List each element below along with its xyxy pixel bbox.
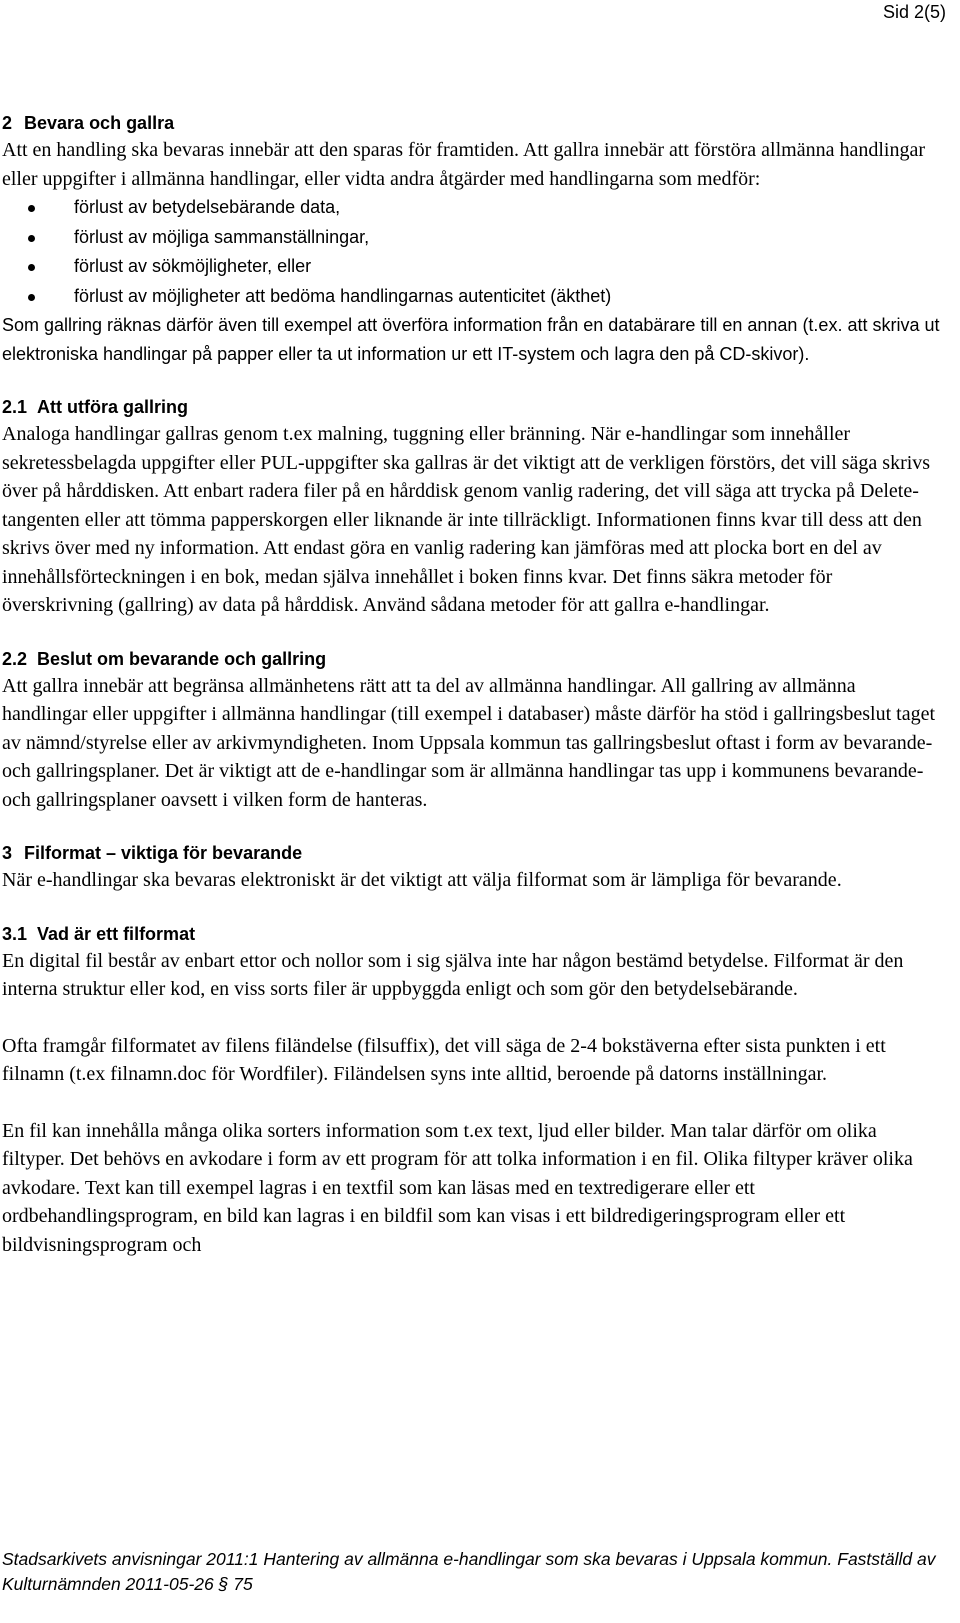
section-heading-2-2 [2,646,942,672]
paragraph-filformat-2: Ofta framgår filformatet av filens filändelse (filsuffix), det vill säga de 2-4 bokstäverna efter sista punkten i ett filnamn (t.ex filnamn.doc för Wordfiler). Filändelsen syns inte alltid, beroende på datorns inställningar. [2,1034,886,1085]
paragraph-beslut: Att gallra innebär att begränsa allmänhetens rätt att ta del av allmänna handlingar. All gallring av allmänna handlingar eller uppgifter i allmänna handlingar (till exempel i databaser) måste därför ha stöd i gallringsbeslut taget av nämnd/styrelse eller av arkivmyndigheten. Inom Uppsala kommun tas gallringsbeslut oftast i form av bevarande- och gallringsplaner. Det är viktigt att de e-handlingar som är allmänna handlingar tas upp i kommunens bevarande- och gallringsplaner oavsett i vilken form de hanteras. [2,674,936,811]
section-title: Filformat – viktiga för bevarande [24,843,303,863]
page-number: Sid 2(5) [882,2,946,22]
section-number: 2.1 [2,397,28,417]
paragraph-filformat: När e-handlingar ska bevaras elektroniskt är det viktigt att välja filformat som är lämpliga för bevarande. [2,869,842,891]
section-number: 2.2 [2,648,28,669]
section-number: 3 [2,843,13,863]
bullet-item: förlust av sökmöjligheter, eller [2,252,942,282]
section-title: Bevara och gallra [24,113,175,133]
section-heading-3 [2,840,942,866]
section-heading-2 [2,110,942,136]
bullet-item: förlust av möjligheter att bedöma handlingarnas autenticitet (äkthet) [2,282,942,312]
bullet-item: förlust av möjliga sammanställningar, [2,223,942,253]
paragraph-filformat-1: En digital fil består av enbart ettor och nollor som i sig själva inte har någon bestämd betydelse. Filformat är den interna struktur eller kod, en viss sorts filer är uppbyggda enligt och som gör den betydelsebärande. [2,949,904,1000]
section-title: Vad är ett filformat [37,923,196,944]
section-title: Beslut om bevarande och gallring [37,648,327,669]
page-footer: Stadsarkivets anvisningar 2011:1 Hantering av allmänna e-handlingar som ska bevaras i Uppsala kommun. Fastställd av Kulturnämnden 2011-05-26 § 75 [2,1549,936,1594]
section-number: 2 [2,113,13,133]
paragraph-gallring: Analoga handlingar gallras genom t.ex malning, tuggning eller bränning. När e-handlingar som innehåller sekretessbelagda uppgifter eller PUL-uppgifter ska gallras är det viktigt att de verkligen förstörs, det vill säga skrivs över på hårddisken. Att enbart radera filer på en hårddisk genom vanlig radering, det vill säga att trycka på Delete-tangenten eller att tömma papperskorgen eller liknande är inte tillräckligt. Informationen finns kvar till dess att den skrivs över med ny information. Att endast göra en vanlig radering kan jämföras med att plocka bort en del av innehållsförteckningen i en bok, medan själva innehållet i boken finns kvar. Det finns säkra metoder för överskrivning (gallring) av data på hårddisk. Använd sådana metoder för att gallra e-handlingar. [2,423,931,616]
paragraph-after-bullets: Som gallring räknas därför även till exempel att överföra information från en databärare till en annan (t.ex. att skriva ut elektroniska handlingar på papper eller ta ut information ur ett IT-system och lagra den på CD-skivor). [2,315,940,364]
paragraph-filformat-3: En fil kan innehålla många olika sorters information som t.ex text, ljud eller bilder. Man talar därför om olika filtyper. Det behövs en avkodare i form av ett program för att tolka information i en fil. Olika filtyper kräver olika avkodare. Text kan till exempel lagras i en textfil som kan läsas med en textredigerare eller ett ordbehandlingsprogram, en bild kan lagras i en bildfil som kan visas i ett bildredigeringsprogram eller ett bildvisningsprogram och [2,1119,913,1256]
bullet-item: förlust av betydelsebärande data, [2,193,942,223]
section-number: 3.1 [2,923,28,944]
paragraph-intro: Att en handling ska bevaras innebär att den sparas för framtiden. Att gallra innebär att förstöra allmänna handlingar eller uppgifter i allmänna handlingar, eller vidta andra åtgärder med handlingarna som medför: [2,139,926,190]
document-body [2,110,942,1259]
section-heading-3-1 [2,921,942,947]
bullet-list [2,193,942,311]
section-title: Att utföra gallring [37,397,189,417]
section-heading-2-1 [2,394,942,420]
